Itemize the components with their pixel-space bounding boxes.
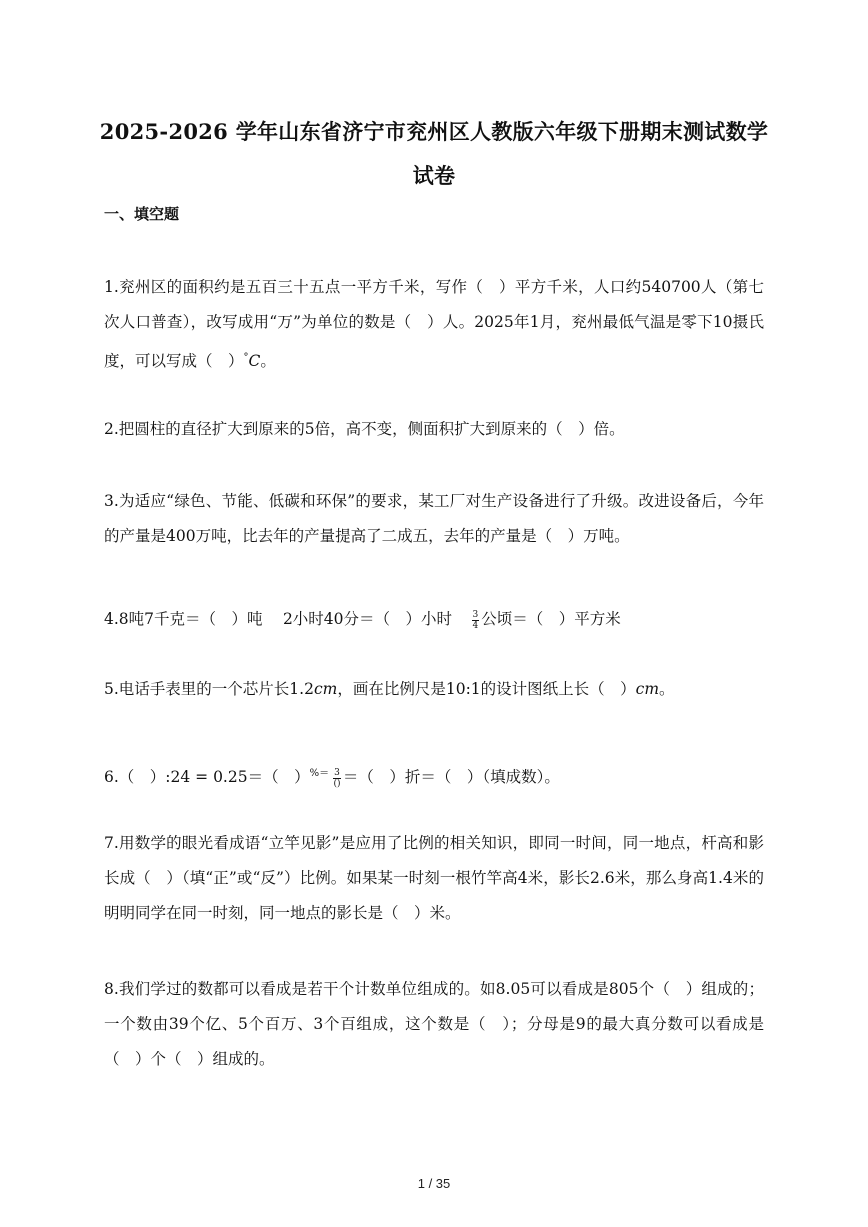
fraction-numerator: 3 [472, 609, 479, 620]
question-5-text: 5.电话手表里的一个芯片长1.2 [104, 680, 314, 698]
question-4-text: 4.8吨7千克＝（ ）吨 2小时40分＝（ ）小时 [104, 610, 468, 628]
degree-symbol: ° [243, 352, 249, 363]
question-1-text: 1.兖州区的面积约是五百三十五点一平方千米，写作（ ）平方千米，人口约540700人（第七次人口普查），改写成用“万”为单位的数是（ ）人。2025年1月，兖州最低气温是零下10摄氏度，可以写成（ ） [104, 278, 764, 370]
question-2: 2.把圆柱的直径扩大到原来的5倍，高不变，侧面积扩大到原来的（ ）倍。 [104, 420, 625, 438]
section-heading: 一、填空题 [104, 205, 180, 223]
equals-sign: ＝ [319, 768, 330, 779]
question-5-text-b: ，画在比例尺是10:1的设计图纸上长（ ） [337, 680, 636, 698]
question-3: 3.为适应“绿色、节能、低碳和环保”的要求，某工厂对生产设备进行了升级。改进设备后，今年的产量是400万吨，比去年的产量提高了二成五，去年的产量是（ ）万吨。 [104, 492, 764, 545]
exam-title-line1: 2025-2026 学年山东省济宁市兖州区人教版六年级下册期末测试数学 [99, 119, 769, 144]
question-5-end: 。 [659, 680, 675, 698]
question-5 [104, 672, 764, 707]
fraction-denominator: 4 [472, 620, 479, 631]
unit-cm-2: cm [635, 680, 660, 698]
question-6 [104, 756, 764, 795]
fraction [333, 768, 341, 789]
celsius-unit: C [248, 352, 261, 370]
percent-sign: % [309, 768, 320, 779]
question-1-end: 。 [260, 352, 276, 370]
question-7: 7.用数学的眼光看成语“立竿见影”是应用了比例的相关知识，即同一时间，同一地点，杆高和影长成（ ）（填“正”或“反”）比例。如果某一时刻一根竹竿高4米，影长2.6米，那么身高1.4米的明明同学在同一时刻，同一地点的影长是（ ）米。 [104, 834, 764, 922]
question-6-text-b: ＝（ ）折＝（ ）（填成数）。 [342, 768, 560, 786]
fraction-numerator: 3 [334, 767, 340, 778]
unit-cm: cm [313, 680, 338, 698]
question-1 [104, 270, 764, 379]
question-4 [104, 602, 764, 637]
fraction-denominator: () [333, 778, 341, 789]
page-number: 1 / 35 [417, 1176, 451, 1191]
exam-title-line2: 试卷 [412, 163, 456, 188]
fraction [472, 610, 480, 631]
question-6-text: 6.（ ）:24 = 0.25＝（ ） [104, 768, 310, 786]
question-4-text-b: 公顷＝（ ）平方米 [481, 610, 621, 628]
question-8: 8.我们学过的数都可以看成是若干个计数单位组成的。如8.05可以看成是805个（ ）组成的；一个数由39个亿、5个百万、3个百组成，这个数是（ ）；分母是9的最大真分数可以看成是（ ）个（ ）组成的。 [104, 980, 764, 1068]
